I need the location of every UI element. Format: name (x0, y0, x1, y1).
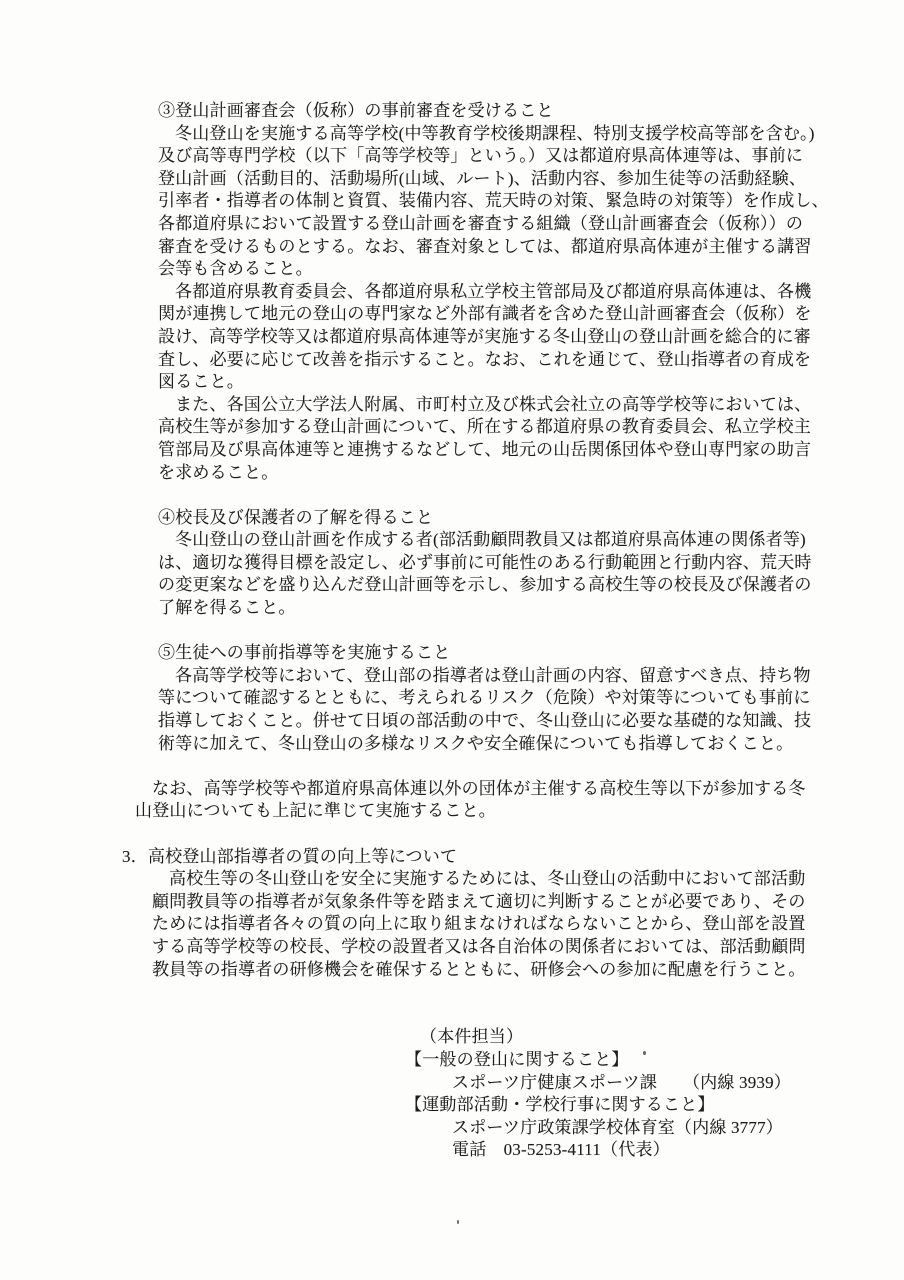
text-line: （本件担当） (420, 1027, 524, 1047)
blank-line (0, 823, 904, 846)
scan-speck (457, 1220, 459, 1224)
text-line: ④校長及び保護者の了解を得ること (158, 507, 434, 527)
text-line: 術等に加えて、冬山登山の多様なリスクや安全確保についても指導しておくこと。 (158, 733, 794, 753)
text-line: 会等も含めること。 (158, 259, 313, 279)
text-line: 関が連携して地元の登山の専門家など外部有識者を含めた登山計画審査会（仮称）を (158, 304, 812, 324)
blank-line (0, 484, 904, 507)
blank-line (0, 981, 904, 1004)
text-line: 及び高等専門学校（以下「高等学校等」という。）又は都道府県高体連等は、事前に (158, 146, 804, 166)
text-line: 冬山登山の登山計画を作成する者(部活動顧問教員又は都道府県高体連の関係者等) (175, 530, 806, 550)
text-line: 各都道府県教育委員会、各都道府県私立学校主管部局及び都道府県高体連は、各機 (175, 281, 812, 301)
text-line: は、適切な獲得目標を設定し、必ず事前に可能性のある行動範囲と行動内容、荒天時 (158, 552, 812, 572)
text-line: 引率者・指導者の体制と資質、装備内容、荒天時の対策、緊急時の対策等）を作成し、 (158, 191, 829, 211)
text-line: 設け、高等学校等又は都道府県高体連等が実施する冬山登山の登山計画を総合的に審 (158, 326, 811, 346)
text-line: 高校生等の冬山登山を安全に実施するためには、冬山登山の活動中において部活動 (169, 869, 806, 889)
scan-speck (643, 1051, 646, 1055)
text-line: 教員等の指導者の研修機会を確保するとともに、研修会への参加に配慮を行うこと。 (152, 959, 806, 979)
text-line: 高校生等が参加する登山計画について、所在する都道府県の教育委員会、私立学校主 (158, 417, 811, 437)
text-line: また、各国公立大学法人附属、市町村立及び株式会社立の高等学校等においては、 (175, 394, 812, 414)
text-line: 電話 03-5253-4111（代表） (452, 1140, 670, 1160)
text-line: 等について確認するとともに、考えられるリスク（危険）や対策等についても事前に (158, 688, 811, 708)
text-line: 3．高校登山部指導者の質の向上等について (122, 846, 458, 866)
text-line: 管部局及び県高体連等と連携するなどして、地元の山岳関係団体や登山専門家の助言 (158, 439, 812, 459)
text-line: 冬山登山を実施する高等学校(中等教育学校後期課程、特別支援学校高等部を含む。) (175, 123, 815, 143)
text-line: 登山計画（活動目的、活動場所(山域、ルート)、活動内容、参加生徒等の活動経験、 (158, 168, 807, 188)
text-line: 図ること。 (158, 372, 244, 392)
text-line: ためには指導者各々の質の向上に取り組まなければならないことから、登山部を設置 (152, 914, 806, 934)
text-line: する高等学校等の校長、学校の設置者又は各自治体の関係者においては、部活動顧問 (152, 936, 806, 956)
blank-line (0, 755, 904, 778)
text-line: を求めること。 (158, 462, 279, 482)
text-line: なお、高等学校等や都道府県高体連以外の団体が主催する高校生等以下が参加する冬 (152, 778, 806, 798)
text-line: 各高等学校等において、登山部の指導者は登山計画の内容、留意すべき点、持ち物 (175, 665, 811, 685)
text-line: の変更案などを盛り込んだ登山計画等を示し、参加する高校生等の校長及び保護者の (158, 575, 812, 595)
text-line: スポーツ庁健康スポーツ課 （内線 3939） (452, 1072, 791, 1092)
text-line: 山登山についても上記に準じて実施すること。 (135, 801, 496, 821)
text-line: 顧問教員等の指導者が気象条件等を踏まえて適切に判断することが必要であり、その (152, 891, 806, 911)
text-line: 【一般の登山に関すること】 (405, 1049, 629, 1069)
blank-line (0, 1004, 904, 1027)
text-line: 各都道府県において設置する登山計画を審査する組織（登山計画審査会（仮称））の (158, 213, 804, 233)
blank-line (0, 620, 904, 643)
text-line: ③登山計画審査会（仮称）の事前審査を受けること (158, 101, 554, 120)
text-line: ⑤生徒への事前指導等を実施すること (158, 643, 451, 663)
text-line: スポーツ庁政策課学校体育室（内線 3777） (452, 1117, 783, 1137)
text-line: 指導しておくこと。併せて日頃の部活動の中で、冬山登山に必要な基礎的な知識、技 (158, 711, 812, 731)
text-line: 審査を受けるものとする。なお、審査対象としては、都道府県高体連が主催する講習 (158, 236, 812, 256)
text-line: 【運動部活動・学校行事に関すること】 (405, 1095, 715, 1115)
document-body (0, 100, 904, 1162)
text-line: 査し、必要に応じて改善を指示すること。なお、これを通じて、登山指導者の育成を (158, 349, 812, 369)
text-line: 了解を得ること。 (158, 598, 296, 618)
